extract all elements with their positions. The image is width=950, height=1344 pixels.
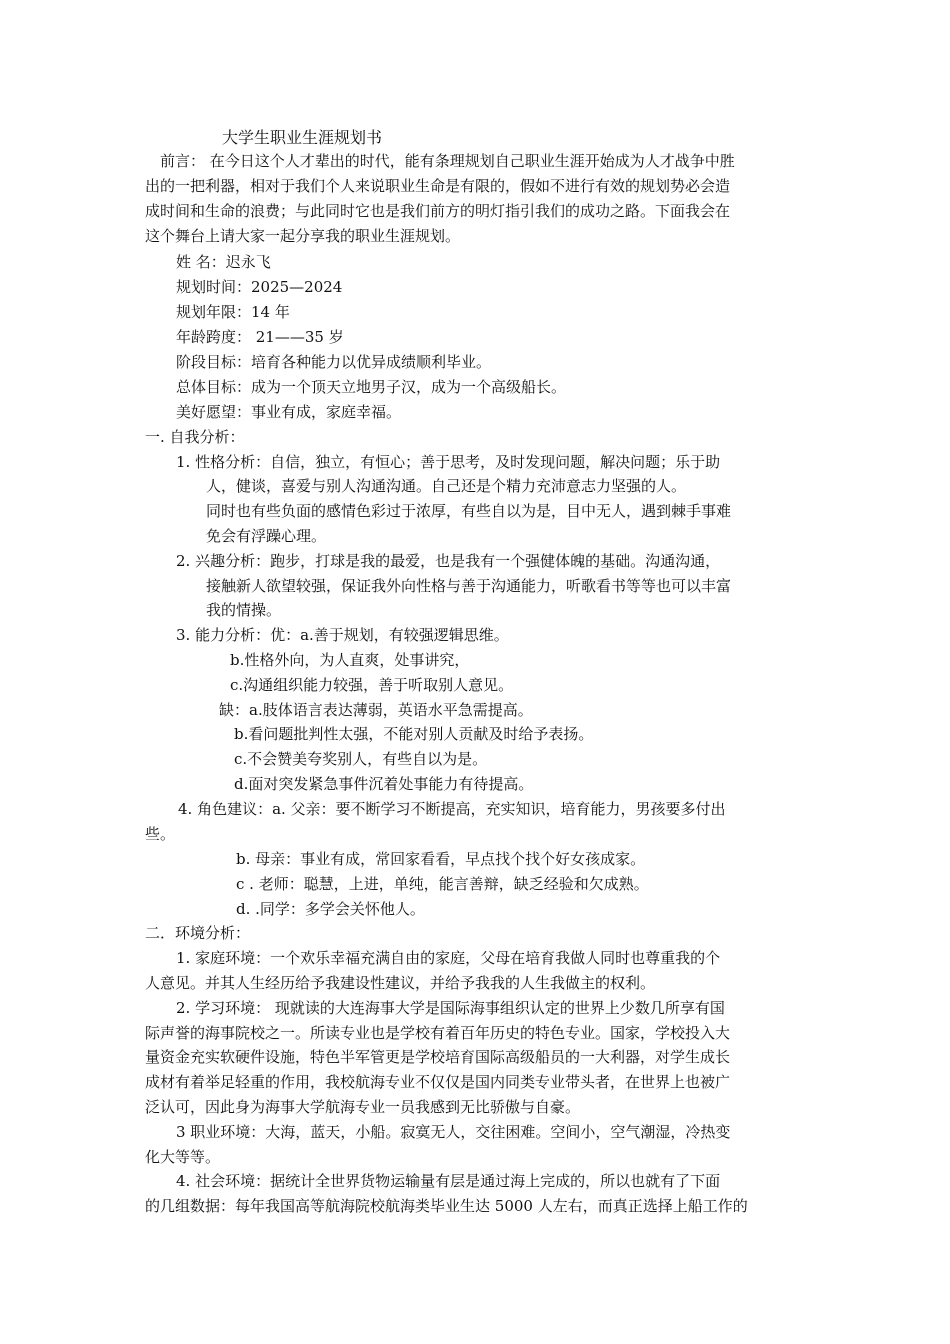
society-line: 4. 社会环境：据统计全世界货物运输量有层是通过海上完成的，所以也就有了下面 [176,1172,721,1190]
career-line: 3 职业环境：大海，蓝天，小船。寂寞无人，交往困难。空间小，空气潮湿，冷热变 [176,1123,731,1141]
ability-line: b.看问题批判性太强，不能对别人贡献及时给予表扬。 [234,725,594,743]
roles-line: 些。 [145,825,176,843]
document-title: 大学生职业生涯规划书 [222,128,383,147]
profile-period: 规划时间：2025—2024 [176,278,343,296]
profile-name: 姓 名：迟永飞 [176,253,271,271]
interest-line: 2. 兴趣分析：跑步，打球是我的最爱，也是我有一个强健体魄的基础。沟通沟通， [176,552,721,570]
society-line: 的几组数据：每年我国高等航海院校航海类毕业生达 5000 人左右，而真正选择上船工作的 [145,1197,748,1215]
personality-line: 免会有浮躁心理。 [206,527,327,545]
career-line: 化大等等。 [145,1148,221,1166]
study-line: 泛认可，因此身为海事大学航海专业一员我感到无比骄傲与自豪。 [145,1098,581,1116]
roles-line: c . 老师：聪慧，上进，单纯，能言善辩，缺乏经验和欠成熟。 [236,875,649,893]
personality-line: 人，健谈，喜爱与别人沟通沟通。自己还是个精力充沛意志力坚强的人。 [206,477,687,495]
ability-line: d.面对突发紧急事件沉着处事能力有待提高。 [234,775,534,793]
interest-line: 我的情操。 [206,601,282,619]
preface-line: 这个舞台上请大家一起分享我的职业生涯规划。 [145,227,461,245]
family-line: 人意见。并其人生经历给予我建设性建议，并给予我我的人生我做主的权利。 [145,974,656,992]
preface-line: 成时间和生命的浪费；与此同时它也是我们前方的明灯指引我们的成功之路。下面我会在 [145,202,731,220]
personality-line: 1. 性格分析：自信，独立，有恒心；善于思考，及时发现问题，解决问题；乐于助 [176,453,721,471]
ability-line: c.沟通组织能力较强，善于听取别人意见。 [230,676,514,694]
section-heading: 一. 自我分析： [145,428,245,446]
profile-years: 规划年限：14 年 [176,303,290,321]
preface-line: 出的一把利器，相对于我们个人来说职业生命是有限的，假如不进行有效的规划势必会造 [145,177,731,195]
family-line: 1. 家庭环境：一个欢乐幸福充满自由的家庭，父母在培育我做人同时也尊重我的个 [176,949,721,967]
profile-wish: 美好愿望：事业有成，家庭幸福。 [176,403,402,421]
study-line: 2. 学习环境： 现就读的大连海事大学是国际海事组织认定的世界上少数几所享有国 [176,999,725,1017]
section-heading: 二．环境分析： [145,924,251,942]
study-line: 量资金充实软硬件设施，特色半军管更是学校培育国际高级船员的一大利器，对学生成长 [145,1048,731,1066]
profile-stage-goal: 阶段目标：培育各种能力以优异成绩顺利毕业。 [176,353,492,371]
study-line: 际声誉的海事院校之一。所读专业也是学校有着百年历史的特色专业。国家，学校投入大 [145,1024,731,1042]
ability-line: c.不会赞美夸奖别人，有些自以为是。 [234,750,488,768]
roles-line: d. .同学：多学会关怀他人。 [236,900,425,918]
ability-line: 3. 能力分析：优：a.善于规划，有较强逻辑思维。 [176,626,509,644]
roles-line: b. 母亲：事业有成，常回家看看，早点找个找个好女孩成家。 [236,850,646,868]
profile-overall-goal: 总体目标：成为一个顶天立地男子汉，成为一个高级船长。 [176,378,567,396]
ability-line: 缺：a.肢体语言表达薄弱，英语水平急需提高。 [219,701,533,719]
study-line: 成材有着举足轻重的作用，我校航海专业不仅仅是国内同类专业带头者，在世界上也被广 [145,1073,731,1091]
interest-line: 接触新人欲望较强，保证我外向性格与善于沟通能力，听歌看书等等也可以丰富 [206,577,732,595]
personality-line: 同时也有些负面的感情色彩过于浓厚，有些自以为是，目中无人，遇到棘手事难 [206,502,732,520]
roles-line: 4. 角色建议：a. 父亲：要不断学习不断提高，充实知识，培育能力，男孩要多付出 [178,800,726,818]
preface-line: 前言： 在今日这个人才辈出的时代，能有条理规划自己职业生涯开始成为人才战争中胜 [160,152,735,170]
profile-age-span: 年龄跨度： 21——35 岁 [176,328,344,346]
ability-line: b.性格外向，为人直爽，处事讲究， [230,651,470,669]
